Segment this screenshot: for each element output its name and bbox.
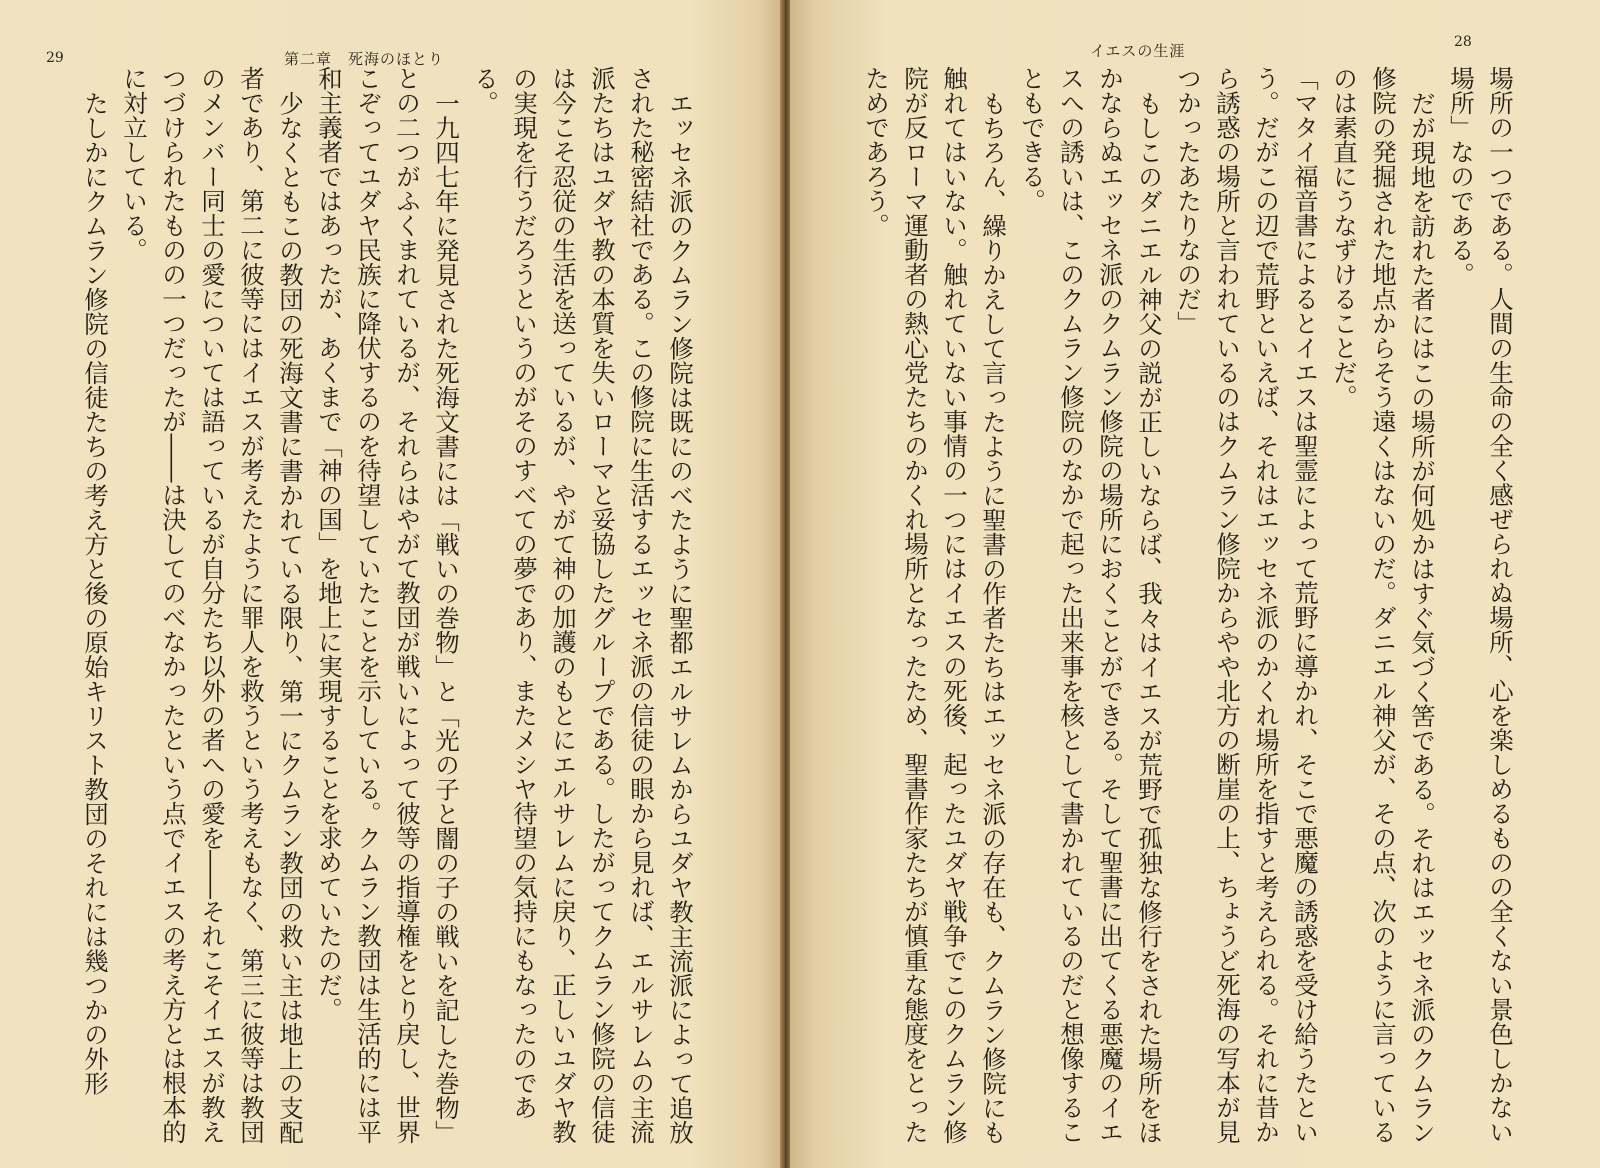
right-page [790, 0, 1600, 1168]
right-body-text [830, 66, 1520, 1146]
right-running-head: イエスの生涯 [1090, 42, 1186, 60]
left-paragraph-2: 一九四七年に発見された死海文書には「戦いの巻物」と「光の子と闇の子の戦いを記した巻物」との二つがふくまれているが、それらはやがて教団が戦いによって彼等の指導権をとり戻し、世界こぞってユダヤ民族に降伏するのを待望していたことを示している。クムラン教団は生活的には平和主義者ではあったが、あくまで「神の国」を地上に実現することを求めていたのだ。 [315, 66, 461, 1144]
left-page-number: 29 [46, 50, 64, 66]
right-paragraph-4: もしこのダニエル神父の説が正しいならば、我々はイエスが荒野で孤独な修行をされた場所をほかならぬエッセネ派のクムラン修院の場所におくことができる。そして聖書に出てくる悪魔のイエスへの誘いは、このクムラン修院のなかで起った出来事を核として書かれているのだと想像することもできる。 [1018, 66, 1164, 1144]
left-paragraph-3: 少なくともこの教団の死海文書に書かれている限り、第一にクムラン教団の救い主は地上の支配者であり、第二に彼等にはイエスが考えたように罪人を救うという考えもなく、第三に彼等は教団のメンバー同士の愛については語っているが自分たち以外の者への愛を――それこそイエスが教えつづけられたものの一つだったが――は決してのべなかったという点でイエスの考え方とは根本的に対立している。 [120, 66, 305, 1144]
right-paragraph-5: もちろん、繰りかえして言ったように聖書の作者たちはエッセネ派の存在も、クムラン修院にも触れてはいない。触れていない事情の一つにはイエスの死後、起ったユダヤ戦争でこのクムラン修院が反ローマ運動者の熱心党たちのかくれ場所となったため、聖書作家たちが慎重な態度をとったためであろう。 [862, 66, 1008, 1144]
right-paragraph-1: 場所の一つである。人間の生命の全く感ぜられぬ場所、心を楽しめるものの全くない景色しかない場所」なのである。 [1447, 66, 1515, 1144]
left-running-head: 第二章 死海のほとり [284, 50, 445, 68]
left-body-text [60, 66, 700, 1146]
right-page-number: 28 [1454, 34, 1472, 50]
right-paragraph-2: だが現地を訪れた者にはこの場所が何処かはすぐ気づく筈である。それはエッセネ派のクムラン修院の発掘された地点からそう遠くはないのだ。ダニエル神父が、その点、次のように言っているのは素直にうなずけることだ。 [1330, 66, 1437, 1144]
left-paragraph-4: たしかにクムラン修院の信徒たちの考え方と後の原始キリスト教団のそれには幾つかの外形 [81, 90, 110, 1095]
left-page [0, 0, 782, 1168]
left-paragraph-1: エッセネ派のクムラン修院は既にのべたように聖都エルサレムからユダヤ教主流派によって追放された秘密結社である。この修院に生活するエッセネ派の信徒の眼から見れば、エルサレムの主流派たちはユダヤ教の本質を失いローマと妥協したグループである。したがってクムラン修院の信徒は今こそ忍従の生活を送っているが、やがて神の加護のもとにエルサレムに戻り、正しいユダヤ教の実現を行うだろうというのがそのすべての夢であり、またメシヤ待望の気持にもなったのである。 [471, 66, 695, 1144]
right-paragraph-3: 「マタイ福音書によるとイエスは聖霊によって荒野に導かれ、そこで悪魔の誘惑を受け給うたという。だがこの辺で荒野といえば、それはエッセネ派のかくれ場所を指すと考えられる。それに昔から誘惑の場所と言われているのはクムラン修院からやや北方の断崖の上、ちょうど死海の写本が見つかったあたりなのだ」 [1174, 66, 1320, 1144]
